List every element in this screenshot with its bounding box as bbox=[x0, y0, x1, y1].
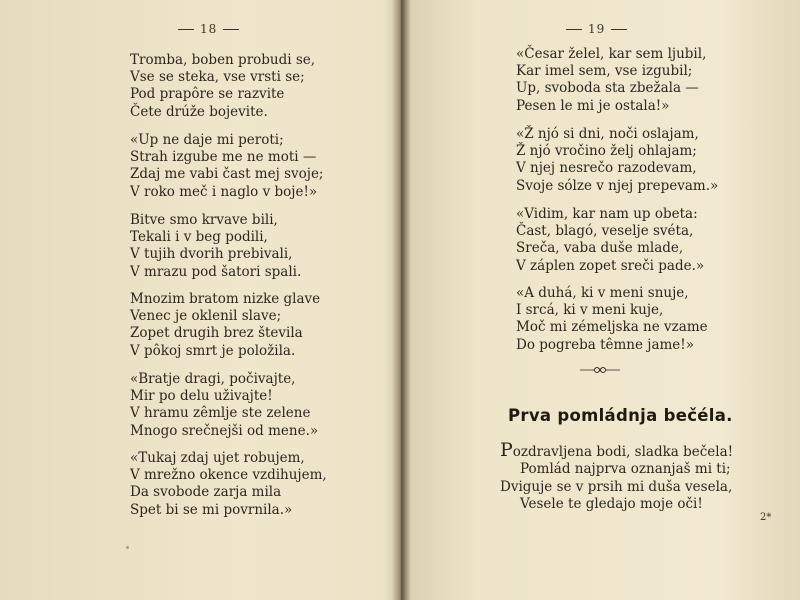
stanza bbox=[130, 291, 320, 360]
fleuron-ornament-icon bbox=[580, 364, 620, 376]
verse-line: V záplen zopet sreči pade.» bbox=[516, 257, 705, 274]
verse-line: Venec je oklenil slave; bbox=[130, 308, 282, 325]
paper-speck bbox=[126, 546, 129, 549]
stanza bbox=[130, 212, 301, 281]
stanza bbox=[516, 206, 704, 275]
verse-line: Kar imel sem, vse izgubil; bbox=[516, 63, 693, 80]
verse-line: Tekali i v beg podili, bbox=[130, 229, 268, 246]
stanza bbox=[130, 371, 318, 440]
poem-title: Prva pomládnja bečéla. bbox=[508, 406, 733, 425]
verse-line: Do pogreba têmne jame!» bbox=[516, 336, 694, 353]
left-page-number: 18 bbox=[172, 22, 245, 36]
verse-line: V mrežno okence vzdihujem, bbox=[130, 467, 327, 484]
verse-line: «A duhá, ki v meni snuje, bbox=[516, 285, 689, 301]
verse-line: Čast, blagó, veselje svéta, bbox=[516, 223, 694, 240]
verse-line: Bitve smo krvave bili, bbox=[130, 212, 278, 228]
verse-line: I srcá, ki v meni kuje, bbox=[516, 302, 664, 319]
stanza bbox=[516, 46, 706, 115]
verse-line: Čete drúže bojevite. bbox=[130, 103, 268, 120]
right-page-number: 19 bbox=[560, 22, 633, 36]
verse-line: «Up ne daje mi peroti; bbox=[130, 132, 284, 148]
verse-line: V hramu zêmlje ste zelene bbox=[130, 405, 311, 422]
poem-body bbox=[500, 439, 734, 514]
verse-line: «Vidim, kar nam up obeta: bbox=[516, 206, 698, 222]
verse-line: V roko meč i naglo v boje!» bbox=[130, 183, 318, 200]
right-page bbox=[404, 0, 800, 600]
verse-line: V pôkoj smrt je položila. bbox=[130, 342, 296, 359]
verse-line: V njej nesrečo razodevam, bbox=[516, 160, 697, 177]
verse-line: Pod prapôre se razvite bbox=[130, 86, 285, 103]
verse-line: Zdaj me vabi čast mej svoje; bbox=[130, 166, 324, 183]
verse-line: Mnogo srečnejši od mene.» bbox=[130, 422, 319, 439]
verse-line: Up, svoboda sta zbežala — bbox=[516, 80, 699, 97]
verse-line: Tromba, boben probudi se, bbox=[130, 52, 316, 68]
verse-line: V mrazu pod šatori spali. bbox=[130, 263, 302, 280]
verse-line: «Česar želel, kar sem ljubil, bbox=[516, 46, 707, 62]
verse-line: Pesen le mi je ostala!» bbox=[516, 97, 670, 114]
verse-line: Dviguje se v prsih mi duša vesela, bbox=[500, 478, 733, 495]
drop-cap: P bbox=[500, 439, 513, 461]
verse-line: «Ž njó si dni, noči oslajam, bbox=[516, 126, 699, 142]
left-page bbox=[0, 0, 396, 600]
verse-line: Svoje sólze v njej prepevam.» bbox=[516, 177, 719, 194]
stanza bbox=[516, 126, 718, 195]
verse-line: Vesele te gledajo moje oči! bbox=[520, 496, 703, 513]
verse-line: Mir po delu uživajte! bbox=[130, 388, 273, 405]
verse-line: «Tukaj zdaj ujet robujem, bbox=[130, 450, 305, 466]
verse-line: Da svobode zarja mila bbox=[130, 484, 282, 501]
verse-line: Zopet drugih brez števila bbox=[130, 325, 303, 342]
verse-line: Sreča, vaba duše mlade, bbox=[516, 240, 684, 257]
verse-line: Strah izgube me ne moti — bbox=[130, 149, 317, 166]
stanza bbox=[130, 52, 315, 121]
stanza bbox=[130, 132, 323, 201]
verse-line: Pomlád najprva oznanjaš mi ti; bbox=[520, 461, 731, 478]
verse-line: Pozdravljena bodi, sladka bečela! bbox=[500, 439, 734, 461]
verse-line: Ž njó vročino želj ohlajam; bbox=[516, 143, 697, 160]
stanza bbox=[516, 285, 708, 354]
verse-line: V tujih dvorih prebivali, bbox=[130, 246, 293, 263]
verse-line: «Bratje dragi, počivajte, bbox=[130, 371, 296, 387]
verse-line: Spet bi se mi povrnila.» bbox=[130, 501, 293, 518]
stanza bbox=[130, 450, 327, 519]
verse-line: Moč mi zémeljska ne vzame bbox=[516, 319, 708, 336]
signature-mark: 2* bbox=[760, 512, 772, 523]
verse-line: Mnozim bratom nizke glave bbox=[130, 291, 321, 307]
verse-line: Vse se steka, vse vrsti se; bbox=[130, 69, 305, 86]
